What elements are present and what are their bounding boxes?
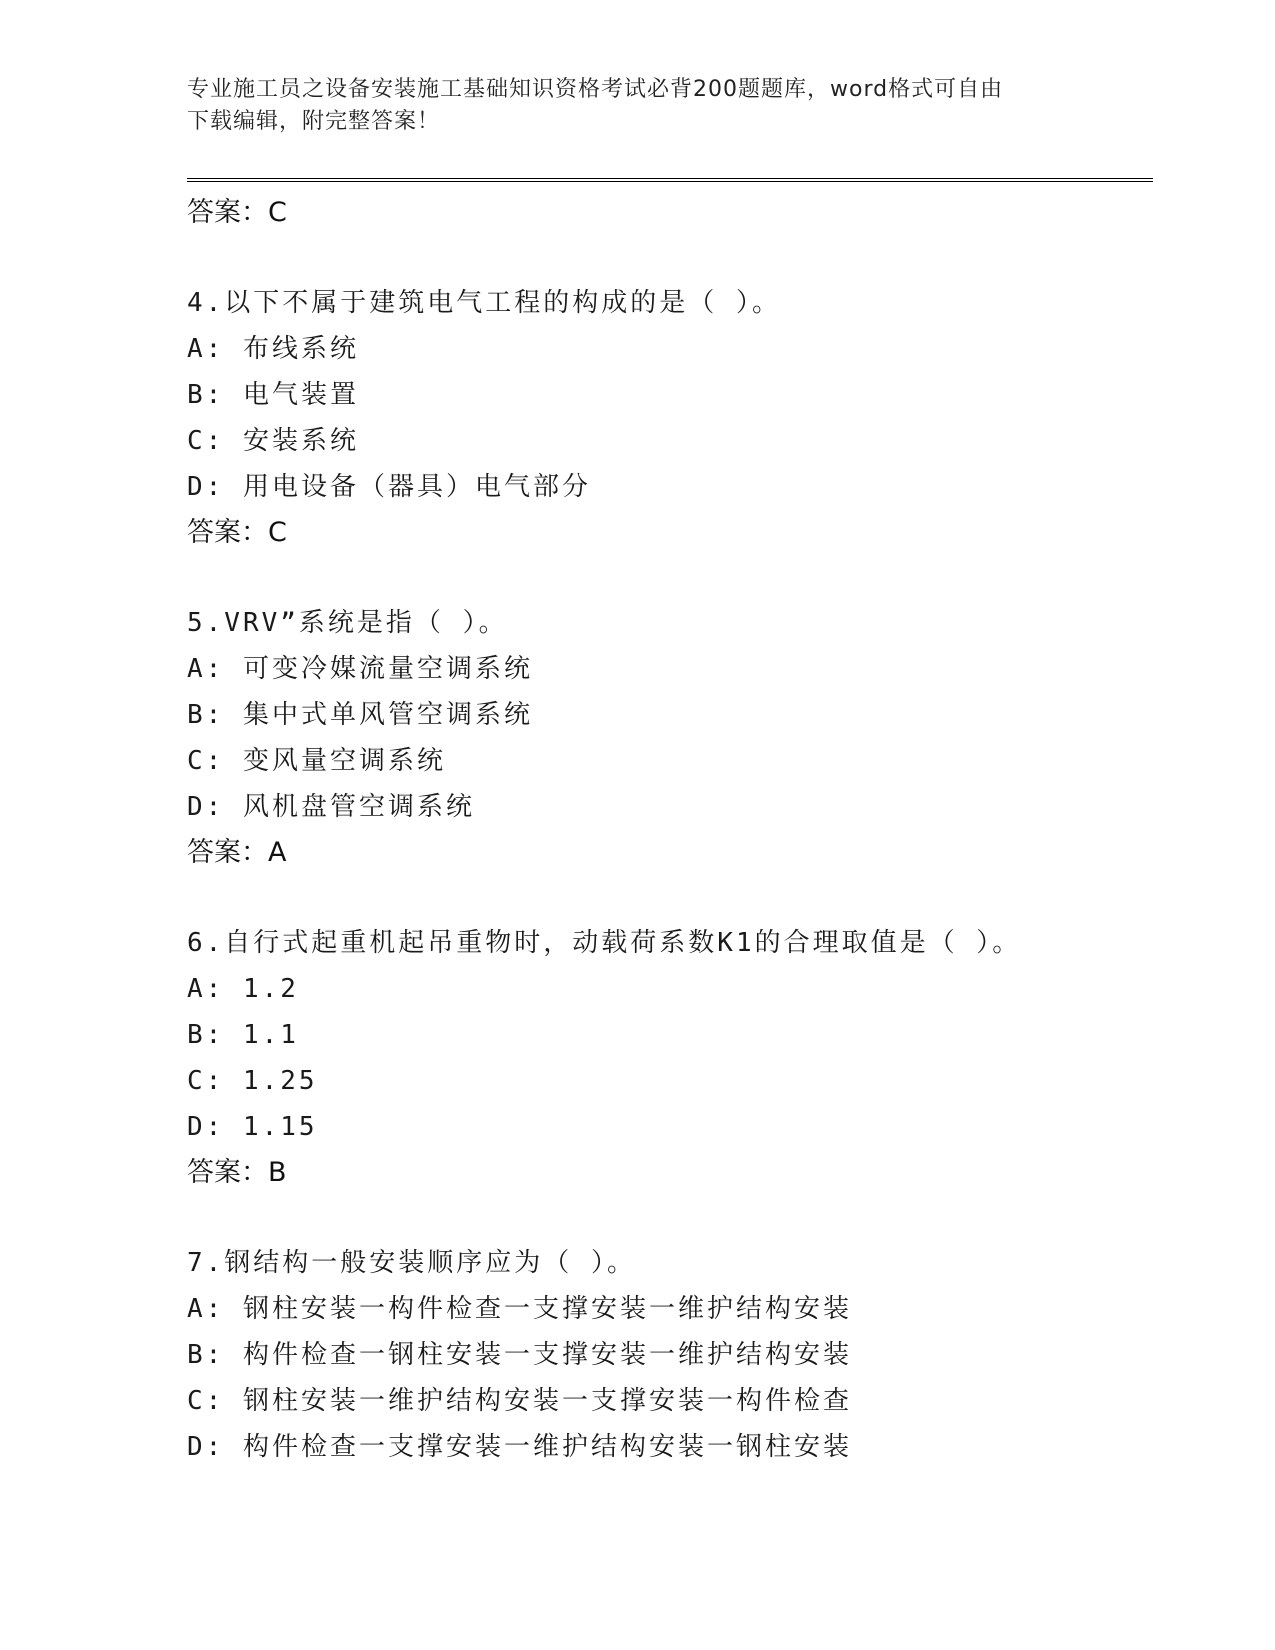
question-stem: 6.自行式起重机起吊重物时，动载荷系数K1的合理取值是（ ）。 [187,928,1022,958]
answer: 答案：A [187,837,287,868]
option-b: B: 1.1 [187,1020,299,1050]
option-d: D: 1.15 [187,1112,318,1142]
option-d: D: 风机盘管空调系统 [187,792,475,822]
answer: 答案：C [187,517,287,548]
option-d: D: 用电设备（器具）电气部分 [187,472,591,502]
option-c: C: 1.25 [187,1066,318,1096]
previous-answer: 答案：C [187,197,287,228]
option-b: B: 集中式单风管空调系统 [187,700,533,730]
question-4 [187,280,1153,556]
page-header [187,74,1067,138]
question-list [187,190,1153,1514]
header-line-2: 下载编辑，附完整答案！ [187,109,441,134]
header-divider [187,178,1153,182]
option-a: A: 布线系统 [187,334,359,364]
option-a: A: 可变冷媒流量空调系统 [187,654,533,684]
answer: 答案：B [187,1157,287,1188]
option-a: A: 1.2 [187,974,299,1004]
option-b: B: 电气装置 [187,380,359,410]
option-c: C: 变风量空调系统 [187,746,446,776]
question-stem: 4.以下不属于建筑电气工程的构成的是（ ）。 [187,288,781,318]
option-b: B: 构件检查一钢柱安装一支撑安装一维护结构安装 [187,1340,852,1370]
option-a: A: 钢柱安装一构件检查一支撑安装一维护结构安装 [187,1294,852,1324]
question-7 [187,1240,1153,1470]
header-line-1: 专业施工员之设备安装施工基础知识资格考试必背200题题库，word格式可自由 [187,77,1004,102]
option-c: C: 安装系统 [187,426,359,456]
question-5 [187,600,1153,876]
question-6 [187,920,1153,1196]
option-d: D: 构件检查一支撑安装一维护结构安装一钢柱安装 [187,1432,852,1462]
option-c: C: 钢柱安装一维护结构安装一支撑安装一构件检查 [187,1386,852,1416]
question-stem: 5.VRV”系统是指（ ）。 [187,608,508,638]
question-stem: 7.钢结构一般安装顺序应为（ ）。 [187,1248,636,1278]
